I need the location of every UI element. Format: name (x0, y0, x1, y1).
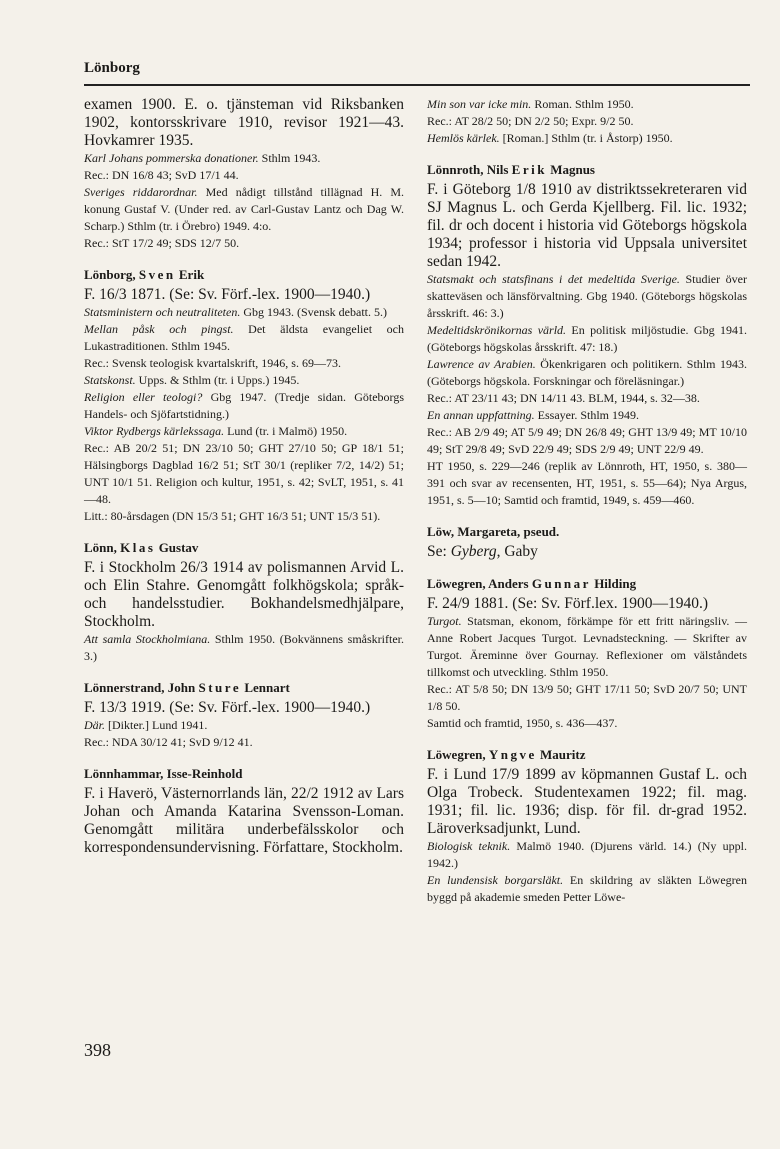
heading-spaced-name: Sven (138, 267, 176, 282)
heading-name-rest: Mauritz (536, 747, 586, 762)
heading-name-rest: Magnus (546, 162, 595, 177)
page-number: 398 (84, 1040, 111, 1060)
biography-text: F. i Lund 17/9 1899 av köpmannen Gustaf L. och Olga Trobeck. Studentexamen 1922; fil. mag. 1931; fil. lic. 1936; disp. för fil. dr-grad 1952. Läroverksadjunkt, Lund. (427, 766, 747, 837)
heading-name-rest: Hilding (590, 576, 637, 591)
work-details: Rec.: AB 2/9 49; AT 5/9 49; DN 26/8 49; GHT 13/9 49; MT 10/10 49; StT 29/8 49; SvD 22/9 49; SDS 2/9 49; UNT 22/9 49. (427, 425, 747, 456)
work-line (84, 355, 404, 372)
bio-entry (427, 96, 747, 147)
work-line (84, 167, 404, 184)
entry-heading (84, 765, 404, 782)
work-line (84, 304, 404, 321)
work-title: Statsministern och neutraliteten. (84, 305, 241, 319)
work-details: Samtid och framtid, 1950, s. 436—437. (427, 716, 618, 730)
work-title: Där. (84, 718, 106, 732)
work-title: Hemlös kärlek. (427, 131, 500, 145)
work-title: En annan uppfattning. (427, 408, 535, 422)
heading-name: Lönn, (84, 540, 121, 555)
work-details: Rec.: DN 16/8 43; SvD 17/1 44. (84, 168, 239, 182)
heading-name-rest: Erik (175, 267, 205, 282)
biography-text: F. i Stockholm 26/3 1914 av polismannen Arvid L. och Elin Stahre. Genomgått folkhögskola; språk- och handelsstudier. Bokhandelsmedhjälpare, Stockholm. (84, 559, 404, 630)
work-details: Gbg 1943. (Svensk debatt. 5.) (240, 305, 387, 319)
work-line (84, 508, 404, 525)
heading-spaced-name: Sture (198, 680, 242, 695)
work-line (84, 423, 404, 440)
work-details: Det äldsta evangeliet och Lukastraditionen. Sthlm 1945. (84, 322, 405, 353)
entry-heading (427, 746, 747, 763)
work-line (427, 872, 747, 906)
bio-entry (427, 523, 747, 561)
work-line (427, 838, 747, 872)
heading-spaced-name: Klas (120, 540, 156, 555)
biography-text: F. i Haverö, Västernorrlands län, 22/2 1912 av Lars Johan och Amanda Katarina Svensson-Loman. Genomgått militära underbefälsskolor och korrespondensundervisning. Författare, Stockholm. (84, 785, 404, 856)
work-details: Statsman, ekonom, förkämpe för ett fritt näringsliv. — Anne Robert Jacques Turgot. Levnadsteckning. — Skrifter av Turgot. Äreminne över Gournay. Reflexioner om välståndets tillkomst och utveckling. Sthlm 1950. (427, 614, 747, 679)
biography-text: examen 1900. E. o. tjänsteman vid Riksbanken 1902, kontorsskrivare 1910, revisor 1921—43. Hovkamrer 1935. (84, 96, 404, 149)
work-line (427, 458, 747, 509)
work-title: Lawrence av Arabien. (427, 357, 536, 371)
work-details: Rec.: AB 20/2 51; DN 23/10 50; GHT 27/10 50; GP 18/1 51; Hälsingborgs Dagblad 16/2 51; StT 30/1 (repliker 7/2, 14/2) 51; UNT 10/1 51. Religion och kultur, 1951, s. 42; SvLT, 1951, s. 41—48. (84, 441, 404, 506)
see-name: Gyberg (450, 543, 497, 560)
right-column (427, 96, 747, 920)
work-line (427, 390, 747, 407)
work-title: En lundensisk borgarsläkt. (427, 873, 564, 887)
work-line (84, 321, 404, 355)
bio-entry (427, 746, 747, 906)
work-details: Sthlm 1950. (Bokvännens småskrifter. 3.) (84, 632, 404, 663)
left-column (84, 96, 404, 871)
work-details: En skildring av släkten Löwegren byggd på akademie smeden Petter Löwe- (427, 873, 747, 904)
cross-reference (427, 543, 747, 561)
work-details: Litt.: 80-årsdagen (DN 15/3 51; GHT 16/3 51; UNT 15/3 51). (84, 509, 381, 523)
work-details: Rec.: StT 17/2 49; SDS 12/7 50. (84, 236, 240, 250)
heading-name: Löwegren, (427, 747, 489, 762)
heading-name: Lönborg, (84, 267, 139, 282)
bio-entry (84, 679, 404, 751)
work-details: Ökenkrigaren och politikern. Sthlm 1943. (Göteborgs högskola. Forskningar och föreläsningar.) (427, 357, 747, 388)
heading-spaced-name: Yngve (488, 747, 537, 762)
biography-text: F. 24/9 1881. (Se: Sv. Förf.lex. 1900—1940.) (427, 595, 709, 612)
entry-heading (427, 161, 747, 178)
see-name-rest: , Gaby (496, 543, 538, 560)
work-title: Att samla Stockholmiana. (84, 632, 211, 646)
bio-entry (84, 765, 404, 857)
entry-heading (427, 575, 747, 592)
work-details: Roman. Sthlm 1950. (531, 97, 634, 111)
work-title: Viktor Rydbergs kärlekssaga. (84, 424, 225, 438)
work-title: Medeltidskrönikornas värld. (427, 323, 567, 337)
work-title: Statsmakt och statsfinans i det medeltida Sverige. (427, 272, 680, 286)
heading-name-rest: Gustav (155, 540, 199, 555)
entry-heading (84, 679, 404, 696)
work-details: [Roman.] Sthlm (tr. i Åstorp) 1950. (499, 131, 673, 145)
work-details: En politisk miljöstudie. Gbg 1941. (Göteborgs högskolas årsskrift. 47: 18.) (427, 323, 747, 354)
running-head: Lönborg (84, 60, 140, 76)
work-details: Rec.: AT 5/8 50; DN 13/9 50; GHT 17/11 50; SvD 20/7 50; UNT 1/8 50. (427, 682, 747, 713)
work-line (84, 440, 404, 508)
work-title: Religion eller teologi? (84, 390, 203, 404)
heading-name: Lönnhammar, Isse-Reinhold (84, 766, 243, 781)
work-line (427, 356, 747, 390)
work-details: Rec.: AT 28/2 50; DN 2/2 50; Expr. 9/2 50. (427, 114, 634, 128)
work-line (427, 96, 747, 113)
biography-text: F. 13/3 1919. (Se: Sv. Förf.-lex. 1900—1940.) (84, 699, 371, 716)
work-title: Biologisk teknik. (427, 839, 511, 853)
work-details: Rec.: Svensk teologisk kvartalskrift, 1946, s. 69—73. (84, 356, 341, 370)
bio-entry (427, 575, 747, 732)
entry-heading (84, 266, 404, 283)
work-line (427, 113, 747, 130)
work-details: Studier över skatteväsen och länsförvaltning. Gbg 1940. (Göteborgs högskolas årsskrift. 46: 3.) (427, 272, 747, 320)
work-line (84, 717, 404, 734)
work-line (84, 150, 404, 167)
work-line (427, 407, 747, 424)
work-details: Gbg 1947. (Tredje sidan. Göteborgs Handels- och Sjöfartstidning.) (84, 390, 404, 421)
work-line (427, 424, 747, 458)
work-details: Rec.: NDA 30/12 41; SvD 9/12 41. (84, 735, 253, 749)
work-details: [Dikter.] Lund 1941. (105, 718, 208, 732)
heading-spaced-name: Gunnar (531, 576, 591, 591)
biography-text: F. i Göteborg 1/8 1910 av distriktssekreteraren vid SJ Magnus L. och Gerda Kjellberg. Fil. lic. 1932; fil. dr och docent i historia vid Göteborgs högskola 1934; professor i historia vid Uppsala universitet sedan 1942. (427, 181, 747, 270)
heading-name-rest: Lennart (241, 680, 290, 695)
see-label: Se: (427, 543, 451, 560)
work-title: Statskonst. (84, 373, 136, 387)
work-details: Med nådigt tillstånd tillägnad H. M. konung Gustaf V. (Under red. av Carl-Gustav Lantz och Dag W. Scharp.) Sthlm (tr. i Örebro) 1949. 4:o. (84, 185, 404, 233)
bio-entry (427, 161, 747, 509)
work-details: HT 1950, s. 229—246 (replik av Lönnroth, HT, 1950, s. 380—391 och svar av recensenten, HT, 1951, s. 55—64); Nya Argus, 1951, s. 5—10; Samtid och framtid, 1949, s. 459—460. (427, 459, 747, 507)
work-line (427, 322, 747, 356)
heading-name: Lönnerstrand, John (84, 680, 199, 695)
work-details: Upps. & Sthlm (tr. i Upps.) 1945. (135, 373, 300, 387)
work-details: Sthlm 1943. (258, 151, 321, 165)
work-title: Turgot. (427, 614, 462, 628)
bio-entry (84, 539, 404, 665)
work-line (84, 734, 404, 751)
work-title: Mellan påsk och pingst. (84, 322, 234, 336)
work-details: Malmö 1940. (Djurens värld. 14.) (Ny uppl. 1942.) (427, 839, 747, 870)
work-line (84, 184, 404, 235)
work-line (84, 372, 404, 389)
work-line (427, 613, 747, 681)
bio-entry (84, 266, 404, 525)
heading-name: Löw, Margareta, pseud. (427, 524, 560, 539)
work-line (84, 389, 404, 423)
heading-name: Löwegren, Anders (427, 576, 532, 591)
bio-entry (84, 96, 404, 252)
work-details: Rec.: AT 23/11 43; DN 14/11 43. BLM, 1944, s. 32—38. (427, 391, 700, 405)
work-line (427, 681, 747, 715)
heading-spaced-name: Erik (511, 162, 547, 177)
work-line (427, 271, 747, 322)
biography-text: F. 16/3 1871. (Se: Sv. Förf.-lex. 1900—1940.) (84, 286, 371, 303)
work-line (427, 130, 747, 147)
heading-name: Lönnroth, Nils (427, 162, 512, 177)
work-line (84, 235, 404, 252)
work-details: Essayer. Sthlm 1949. (534, 408, 640, 422)
work-details: Lund (tr. i Malmö) 1950. (224, 424, 348, 438)
header-rule (84, 84, 750, 86)
work-title: Sveriges riddarordnar. (84, 185, 198, 199)
work-line (84, 631, 404, 665)
entry-heading (84, 539, 404, 556)
entry-heading (427, 523, 747, 540)
work-title: Karl Johans pommerska donationer. (84, 151, 259, 165)
work-title: Min son var icke min. (427, 97, 532, 111)
work-line (427, 715, 747, 732)
